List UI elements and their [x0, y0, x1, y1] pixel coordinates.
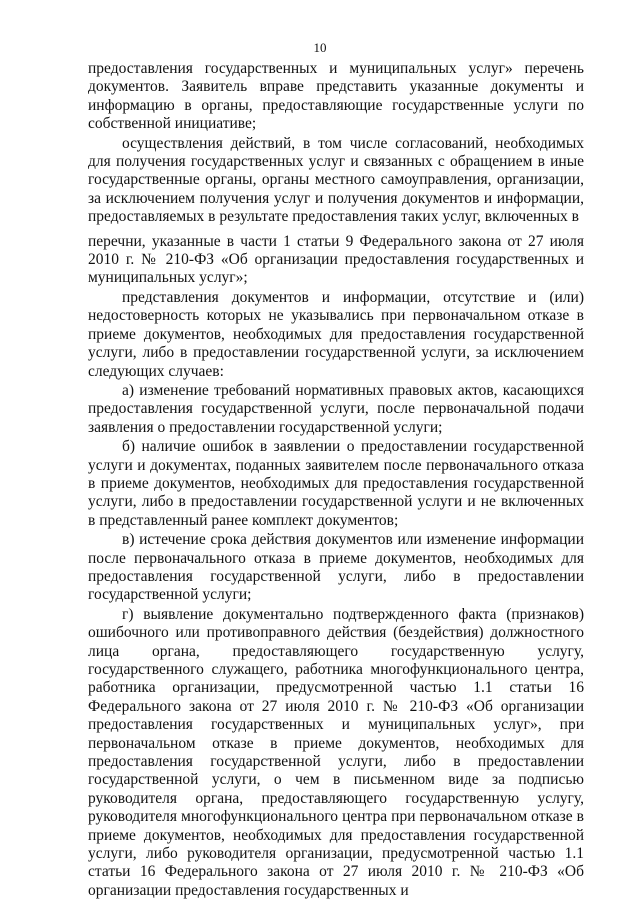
paragraph-documents-submission: представления документов и информации, отсутствие и (или) недостоверность которых не указывались при первоначальном отказе в приеме документов, необходимых для предоставления государственной услуги, либо в предоставлении государственной услуги, за исключением следующих случаев:	[88, 288, 584, 380]
document-body	[88, 60, 584, 901]
paragraph-continuation: предоставления государственных и муниципальных услуг» перечень документов. Заявитель вправе представить указанные документы и информацию в органы, предоставляющие государственные услуги по собственной инициативе;	[88, 60, 584, 133]
paragraph-lists-reference: перечни, указанные в части 1 статьи 9 Федерального закона от 27 июля 2010 г. № 210-ФЗ «Об организации предоставления государственных и муниципальных услуг»;	[88, 232, 584, 287]
paragraph-actions: осуществления действий, в том числе согласований, необходимых для получения государственных услуг и связанных с обращением в иные государственные органы, органы местного самоуправления, организации, за исключением получения услуг и получения документов и информации, предоставляемых в результате предоставления таких услуг, включенных в	[88, 134, 584, 226]
list-item-g: г) выявление документально подтвержденного факта (признаков) ошибочного или противоправного действия (бездействия) должностного лица органа, предоставляющего государственную услугу, государственного служащего, работника многофункционального центра, работника организации, предусмотренной частью 1.1 статьи 16 Федерального закона от 27 июля 2010 г. № 210-ФЗ «Об организации предоставления государственных и муниципальных услуг», при первоначальном отказе в приеме документов, необходимых для предоставления государственной услуги, либо в предоставлении государственной услуги, о чем в письменном виде за подписью руководителя органа, предоставляющего государственную услугу, руководителя многофункционального центра при первоначальном отказе в приеме документов, необходимых для предоставления государственной услуги, либо руководителя организации, предусмотренной частью 1.1 статьи 16 Федерального закона от 27 июля 2010 г. № 210-ФЗ «Об организации предоставления государственных и	[88, 605, 584, 899]
list-item-v: в) истечение срока действия документов или изменение информации после первоначального отказа в приеме документов, необходимых для предоставления государственной услуги, либо в предоставлении государственной услуги;	[88, 531, 584, 604]
list-item-a: а) изменение требований нормативных правовых актов, касающихся предоставления государственной услуги, после первоначальной подачи заявления о предоставлении государственной услуги;	[88, 381, 584, 436]
page-number: 10	[313, 40, 327, 55]
list-item-b: б) наличие ошибок в заявлении о предоставлении государственной услуги и документах, поданных заявителем после первоначального отказа в приеме документов, необходимых для предоставления государственной услуги, либо в предоставлении государственной услуги и не включенных в представленный ранее комплект документов;	[88, 438, 584, 529]
